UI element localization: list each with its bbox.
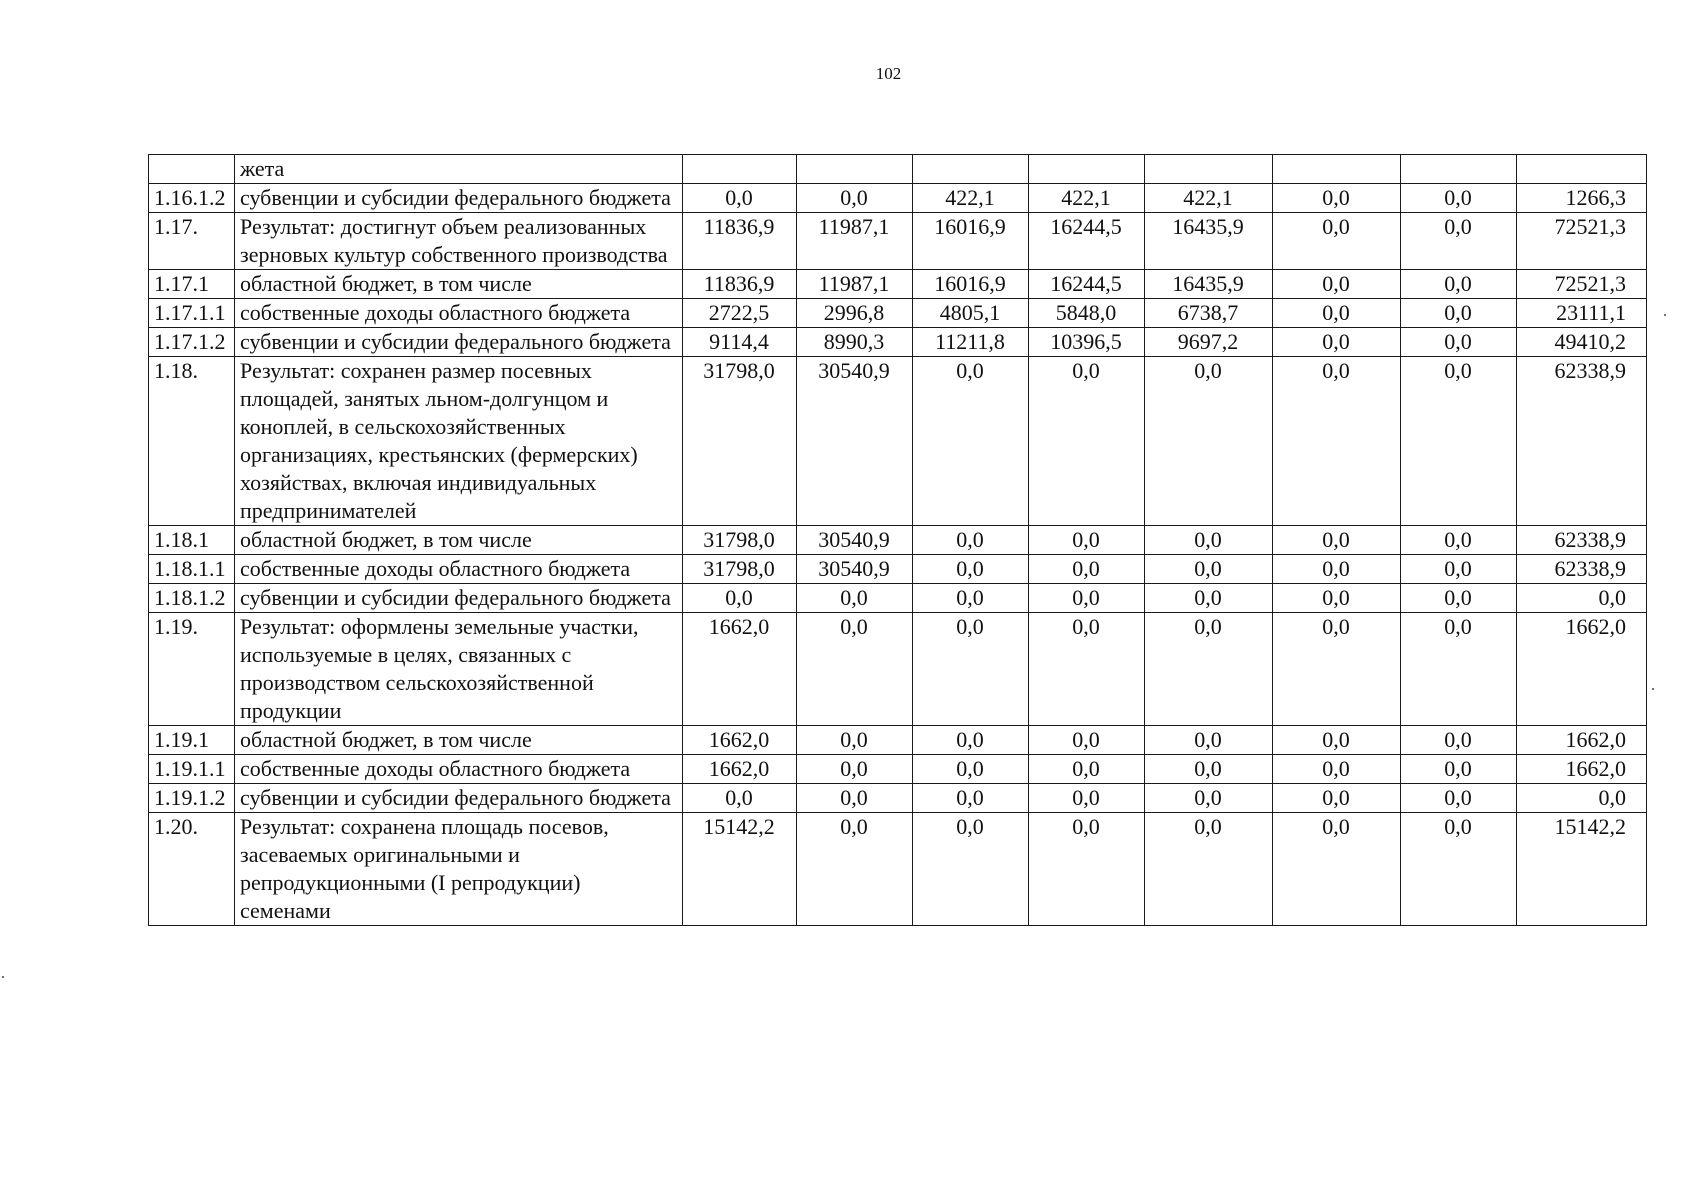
row-value-cell: 0,0 bbox=[683, 784, 797, 813]
row-name: собственные доходы областного бюджета bbox=[235, 299, 683, 328]
row-value-cell: 1662,0 bbox=[683, 755, 797, 784]
row-value-cell: 0,0 bbox=[913, 726, 1029, 755]
row-value-cell: 11211,8 bbox=[913, 328, 1029, 357]
row-value-cell: 0,0 bbox=[1029, 813, 1145, 926]
row-value-cell bbox=[797, 155, 913, 184]
row-value-cell: 30540,9 bbox=[797, 526, 913, 555]
row-total-cell: 49410,2 bbox=[1517, 328, 1647, 357]
row-value-cell: 0,0 bbox=[1401, 726, 1517, 755]
row-total-cell: 23111,1 bbox=[1517, 299, 1647, 328]
row-value-cell: 1662,0 bbox=[683, 726, 797, 755]
row-value-cell: 31798,0 bbox=[683, 357, 797, 526]
budget-table bbox=[148, 154, 1647, 926]
row-value-cell: 0,0 bbox=[1401, 270, 1517, 299]
row-value-cell: 9697,2 bbox=[1145, 328, 1273, 357]
row-code: 1.18.1.1 bbox=[149, 555, 235, 584]
row-value-cell: 0,0 bbox=[1401, 213, 1517, 270]
row-total-cell: 1662,0 bbox=[1517, 726, 1647, 755]
row-value-cell: 0,0 bbox=[797, 726, 913, 755]
row-value-cell: 0,0 bbox=[1401, 328, 1517, 357]
row-value-cell: 4805,1 bbox=[913, 299, 1029, 328]
row-name: областной бюджет, в том числе bbox=[235, 270, 683, 299]
row-total-cell: 1662,0 bbox=[1517, 613, 1647, 726]
row-value-cell: 0,0 bbox=[683, 184, 797, 213]
row-value-cell: 0,0 bbox=[1401, 299, 1517, 328]
row-value-cell: 0,0 bbox=[1145, 555, 1273, 584]
row-value-cell: 422,1 bbox=[1145, 184, 1273, 213]
scan-speck bbox=[2, 976, 4, 978]
row-total-cell: 1266,3 bbox=[1517, 184, 1647, 213]
table-row bbox=[149, 357, 1647, 526]
row-value-cell: 0,0 bbox=[1273, 613, 1401, 726]
row-value-cell bbox=[683, 155, 797, 184]
row-value-cell: 0,0 bbox=[797, 784, 913, 813]
row-value-cell: 0,0 bbox=[1401, 613, 1517, 726]
row-name: Результат: оформлены земельные участки, используемые в целях, связанных с производством сельскохозяйственной продукции bbox=[235, 613, 683, 726]
table-row bbox=[149, 755, 1647, 784]
row-value-cell: 0,0 bbox=[1401, 526, 1517, 555]
row-name: областной бюджет, в том числе bbox=[235, 526, 683, 555]
row-value-cell: 0,0 bbox=[797, 584, 913, 613]
row-value-cell: 16435,9 bbox=[1145, 213, 1273, 270]
row-value-cell: 0,0 bbox=[1145, 784, 1273, 813]
row-total-cell: 72521,3 bbox=[1517, 213, 1647, 270]
row-total-cell: 0,0 bbox=[1517, 584, 1647, 613]
row-value-cell: 0,0 bbox=[1401, 357, 1517, 526]
table-row bbox=[149, 155, 1647, 184]
row-total-cell bbox=[1517, 155, 1647, 184]
row-value-cell: 2722,5 bbox=[683, 299, 797, 328]
row-value-cell: 0,0 bbox=[1273, 299, 1401, 328]
scan-speck bbox=[1652, 688, 1654, 690]
row-value-cell: 0,0 bbox=[1273, 555, 1401, 584]
row-code: 1.18. bbox=[149, 357, 235, 526]
row-value-cell: 0,0 bbox=[1273, 784, 1401, 813]
row-name: собственные доходы областного бюджета bbox=[235, 555, 683, 584]
table-row bbox=[149, 328, 1647, 357]
table-row bbox=[149, 526, 1647, 555]
row-value-cell bbox=[1145, 155, 1273, 184]
row-value-cell: 0,0 bbox=[913, 755, 1029, 784]
row-code: 1.20. bbox=[149, 813, 235, 926]
row-code: 1.19.1 bbox=[149, 726, 235, 755]
row-name: жета bbox=[235, 155, 683, 184]
row-value-cell: 16016,9 bbox=[913, 270, 1029, 299]
row-value-cell: 16244,5 bbox=[1029, 213, 1145, 270]
row-name: Результат: сохранен размер посевных площадей, занятых льном-долгунцом и коноплей, в сельскохозяйственных организациях, крестьянских (фермерских) хозяйствах, включая индивидуальных предпринимателей bbox=[235, 357, 683, 526]
row-name: собственные доходы областного бюджета bbox=[235, 755, 683, 784]
row-value-cell: 0,0 bbox=[1273, 270, 1401, 299]
row-value-cell: 0,0 bbox=[1273, 813, 1401, 926]
row-value-cell: 0,0 bbox=[913, 357, 1029, 526]
row-value-cell: 0,0 bbox=[913, 526, 1029, 555]
row-total-cell: 0,0 bbox=[1517, 784, 1647, 813]
row-code: 1.19.1.2 bbox=[149, 784, 235, 813]
row-total-cell: 15142,2 bbox=[1517, 813, 1647, 926]
row-value-cell bbox=[1273, 155, 1401, 184]
table-row bbox=[149, 784, 1647, 813]
row-value-cell: 422,1 bbox=[913, 184, 1029, 213]
row-value-cell bbox=[913, 155, 1029, 184]
table-row bbox=[149, 270, 1647, 299]
row-value-cell: 0,0 bbox=[797, 613, 913, 726]
row-name: областной бюджет, в том числе bbox=[235, 726, 683, 755]
row-value-cell: 0,0 bbox=[1145, 755, 1273, 784]
row-value-cell: 0,0 bbox=[1029, 726, 1145, 755]
row-value-cell: 0,0 bbox=[1401, 755, 1517, 784]
row-name: субвенции и субсидии федерального бюджета bbox=[235, 784, 683, 813]
row-total-cell: 62338,9 bbox=[1517, 357, 1647, 526]
row-value-cell: 1662,0 bbox=[683, 613, 797, 726]
row-code: 1.18.1 bbox=[149, 526, 235, 555]
row-value-cell: 0,0 bbox=[1401, 555, 1517, 584]
row-code: 1.19.1.1 bbox=[149, 755, 235, 784]
row-code: 1.19. bbox=[149, 613, 235, 726]
row-value-cell: 0,0 bbox=[1029, 555, 1145, 584]
row-value-cell: 0,0 bbox=[913, 813, 1029, 926]
row-value-cell: 11987,1 bbox=[797, 213, 913, 270]
row-value-cell: 422,1 bbox=[1029, 184, 1145, 213]
row-name: Результат: сохранена площадь посевов, засеваемых оригинальными и репродукционными (I репродукции) семенами bbox=[235, 813, 683, 926]
row-value-cell: 0,0 bbox=[797, 184, 913, 213]
table-row bbox=[149, 584, 1647, 613]
row-value-cell: 11987,1 bbox=[797, 270, 913, 299]
row-name: субвенции и субсидии федерального бюджета bbox=[235, 584, 683, 613]
row-value-cell: 0,0 bbox=[1145, 813, 1273, 926]
row-name: Результат: достигнут объем реализованных зерновых культур собственного производства bbox=[235, 213, 683, 270]
row-value-cell: 0,0 bbox=[1145, 357, 1273, 526]
row-value-cell: 0,0 bbox=[913, 613, 1029, 726]
row-value-cell: 16244,5 bbox=[1029, 270, 1145, 299]
table-row bbox=[149, 213, 1647, 270]
row-total-cell: 62338,9 bbox=[1517, 555, 1647, 584]
row-value-cell: 0,0 bbox=[1273, 584, 1401, 613]
row-value-cell: 0,0 bbox=[1273, 755, 1401, 784]
row-value-cell: 0,0 bbox=[913, 555, 1029, 584]
row-value-cell: 0,0 bbox=[1029, 784, 1145, 813]
row-value-cell: 0,0 bbox=[1273, 184, 1401, 213]
row-value-cell: 0,0 bbox=[913, 584, 1029, 613]
row-name: субвенции и субсидии федерального бюджета bbox=[235, 328, 683, 357]
row-total-cell: 72521,3 bbox=[1517, 270, 1647, 299]
row-total-cell: 1662,0 bbox=[1517, 755, 1647, 784]
table-row bbox=[149, 813, 1647, 926]
row-value-cell: 9114,4 bbox=[683, 328, 797, 357]
row-value-cell: 16435,9 bbox=[1145, 270, 1273, 299]
row-code: 1.18.1.2 bbox=[149, 584, 235, 613]
table-body bbox=[149, 155, 1647, 926]
row-value-cell: 2996,8 bbox=[797, 299, 913, 328]
row-value-cell: 0,0 bbox=[1273, 526, 1401, 555]
row-value-cell: 30540,9 bbox=[797, 357, 913, 526]
row-value-cell: 6738,7 bbox=[1145, 299, 1273, 328]
row-value-cell: 5848,0 bbox=[1029, 299, 1145, 328]
row-value-cell: 0,0 bbox=[1273, 726, 1401, 755]
table-row bbox=[149, 726, 1647, 755]
row-value-cell: 0,0 bbox=[1273, 328, 1401, 357]
row-value-cell: 0,0 bbox=[797, 813, 913, 926]
row-code: 1.17.1.1 bbox=[149, 299, 235, 328]
budget-table-container bbox=[148, 154, 1647, 926]
row-value-cell bbox=[1401, 155, 1517, 184]
row-value-cell: 8990,3 bbox=[797, 328, 913, 357]
row-value-cell bbox=[1029, 155, 1145, 184]
row-value-cell: 0,0 bbox=[1029, 357, 1145, 526]
scan-speck bbox=[1664, 314, 1666, 316]
row-value-cell: 0,0 bbox=[913, 784, 1029, 813]
table-row bbox=[149, 613, 1647, 726]
row-value-cell: 0,0 bbox=[797, 755, 913, 784]
row-value-cell: 0,0 bbox=[1029, 584, 1145, 613]
row-code: 1.17.1 bbox=[149, 270, 235, 299]
row-value-cell: 0,0 bbox=[1029, 755, 1145, 784]
row-value-cell: 0,0 bbox=[1145, 526, 1273, 555]
row-code: 1.17. bbox=[149, 213, 235, 270]
row-value-cell: 16016,9 bbox=[913, 213, 1029, 270]
row-value-cell: 31798,0 bbox=[683, 555, 797, 584]
row-value-cell: 0,0 bbox=[683, 584, 797, 613]
row-code bbox=[149, 155, 235, 184]
row-value-cell: 11836,9 bbox=[683, 213, 797, 270]
row-value-cell: 31798,0 bbox=[683, 526, 797, 555]
row-value-cell: 0,0 bbox=[1145, 613, 1273, 726]
row-value-cell: 15142,2 bbox=[683, 813, 797, 926]
row-value-cell: 0,0 bbox=[1029, 613, 1145, 726]
table-row bbox=[149, 184, 1647, 213]
row-value-cell: 0,0 bbox=[1273, 213, 1401, 270]
row-value-cell: 0,0 bbox=[1401, 584, 1517, 613]
page-number: 102 bbox=[875, 64, 902, 83]
row-value-cell: 0,0 bbox=[1273, 357, 1401, 526]
row-code: 1.16.1.2 bbox=[149, 184, 235, 213]
row-total-cell: 62338,9 bbox=[1517, 526, 1647, 555]
row-name: субвенции и субсидии федерального бюджета bbox=[235, 184, 683, 213]
table-row bbox=[149, 555, 1647, 584]
row-value-cell: 0,0 bbox=[1401, 184, 1517, 213]
row-value-cell: 0,0 bbox=[1029, 526, 1145, 555]
row-value-cell: 0,0 bbox=[1145, 726, 1273, 755]
row-value-cell: 11836,9 bbox=[683, 270, 797, 299]
row-value-cell: 10396,5 bbox=[1029, 328, 1145, 357]
row-value-cell: 0,0 bbox=[1145, 584, 1273, 613]
table-row bbox=[149, 299, 1647, 328]
row-code: 1.17.1.2 bbox=[149, 328, 235, 357]
row-value-cell: 0,0 bbox=[1401, 813, 1517, 926]
row-value-cell: 30540,9 bbox=[797, 555, 913, 584]
row-value-cell: 0,0 bbox=[1401, 784, 1517, 813]
